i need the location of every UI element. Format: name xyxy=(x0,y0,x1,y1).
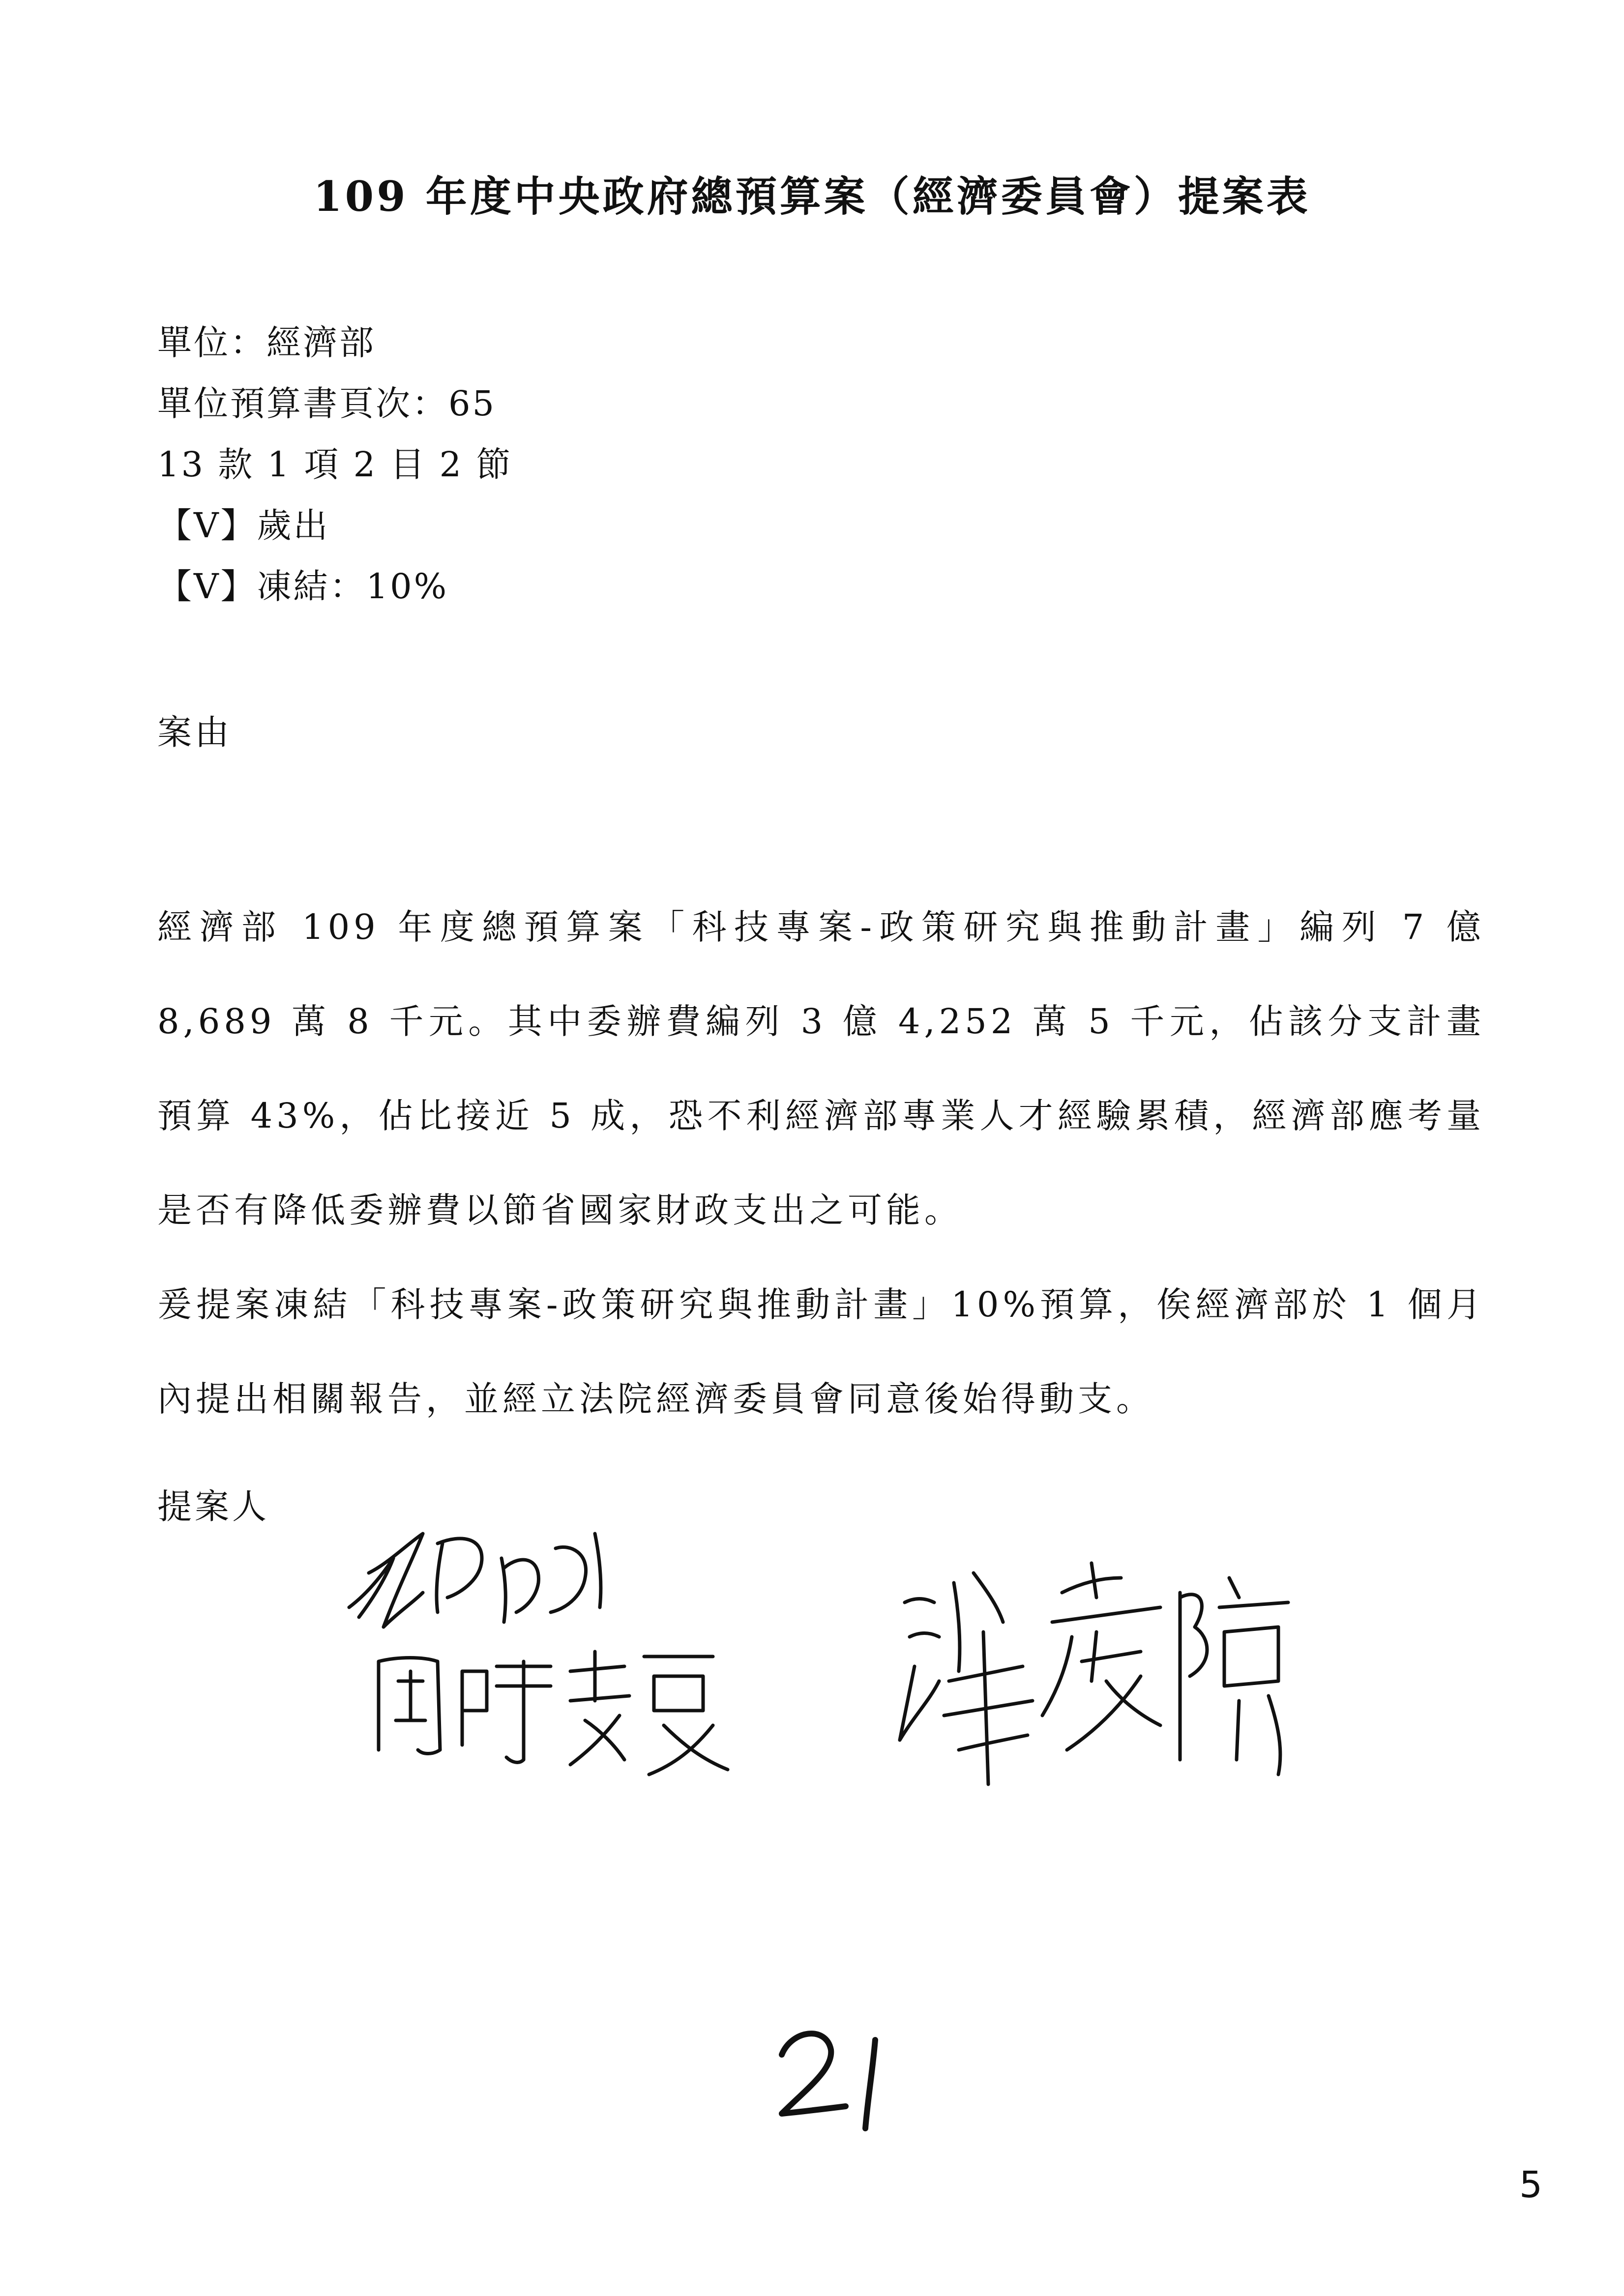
document-title: 109 年度中央政府總預算案（經濟委員會）提案表 xyxy=(313,172,1311,221)
reason-paragraph-2: 爰提案凍結「科技專案-政策研究與推動計畫」10%預算，俟經濟部於 1 個月內提出相關報告，並經立法院經濟委員會同意後始得動支。 xyxy=(157,1284,1485,1419)
budget-page-line: 單位預算書頁次：65 xyxy=(157,383,497,424)
unit-line: 單位：經濟部 xyxy=(157,322,376,363)
signature-1 xyxy=(339,1514,762,1789)
signature-2 xyxy=(885,1553,1308,1809)
handwritten-page-number xyxy=(767,2020,895,2138)
document-meta xyxy=(157,312,512,617)
page-number: 5 xyxy=(1519,2164,1543,2206)
reason-label: 案由 xyxy=(157,712,232,753)
proposer-label: 提案人 xyxy=(157,1486,269,1527)
expenditure-line: 【V】歲出 xyxy=(157,505,330,546)
reason-body xyxy=(157,880,1485,1446)
item-code-line: 13 款 1 項 2 目 2 節 xyxy=(157,444,513,485)
reason-paragraph-1: 經濟部 109 年度總預算案「科技專案-政策研究與推動計畫」編列 7 億 8,689 萬 8 千元。其中委辦費編列 3 億 4,252 萬 5 千元，佔該分支計畫預算 43%，佔比接近 5 成，恐不利經濟部專業人才經驗累積，經濟部應考量是否有降低委辦費以節省國家財政支出之可能。 xyxy=(157,907,1485,1230)
freeze-line: 【V】凍結：10% xyxy=(157,566,449,607)
